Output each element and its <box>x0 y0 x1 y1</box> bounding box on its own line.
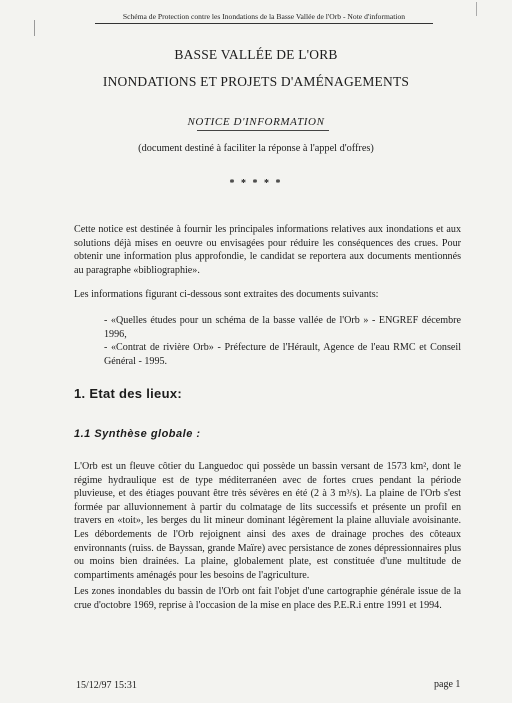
list-item: - «Contrat de rivière Orb» - Préfecture de l'Hérault, Agence de l'eau RMC et Conseil Général - 1995. <box>104 342 461 367</box>
scan-mark <box>34 20 35 36</box>
section-heading: 1. Etat des lieux: <box>74 386 182 401</box>
notice-underline <box>197 130 329 131</box>
sources-lead: Les informations figurant ci-dessous sont extraites des documents suivants: <box>74 289 379 300</box>
running-header: Schéma de Protection contre les Inondations de la Basse Vallée de l'Orb - Note d'information <box>95 12 433 24</box>
notice-label: NOTICE D'INFORMATION <box>187 116 325 128</box>
page-number: page 1 <box>434 679 461 690</box>
intro-paragraph: Cette notice est destinée à fournir les principales informations relatives aux inondations et aux solutions déjà mises en oeuvre ou envisagées pour réduire les conséquences des crues. Pour obtenir une information plus approfondie, le candidat se reportera aux documents mentionnés au paragraphe «bibliographie». <box>74 224 461 276</box>
document-title: BASSE VALLÉE DE L'ORB <box>174 47 338 62</box>
sources-list <box>104 314 461 368</box>
document-subtitle: INONDATIONS ET PROJETS D'AMÉNAGEMENTS <box>102 74 410 89</box>
list-item: - «Quelles études pour un schéma de la basse vallée de l'Orb » - ENGREF décembre 1996, <box>104 315 461 340</box>
body-paragraph: Les zones inondables du bassin de l'Orb ont fait l'objet d'une cartographie générale issue de la crue d'octobre 1969, reprise à l'occasion de la mise en place des P.E.R.i entre 1991 et 1994. <box>74 586 461 611</box>
scan-mark <box>476 2 477 16</box>
subsection-heading: 1.1 Synthèse globale : <box>74 428 201 440</box>
footer-date: 15/12/97 15:31 <box>76 680 137 691</box>
separator-stars: * * * * * <box>229 178 283 189</box>
notice-description: (document destiné à faciliter la réponse à l'appel d'offres) <box>138 143 374 154</box>
body-paragraph: L'Orb est un fleuve côtier du Languedoc qui possède un bassin versant de 1573 km², dont le régime hydraulique est de type méditerranéen avec de fortes crues pendant la période pluvieuse, et des étiages pouvant être très sévères en été (2 à 3 m³/s). La plaine de l'Orb s'est formée par alluvionnement à partir du colmatage de lits successifs et présente un profil en travers en «toit», les berges du lit mineur dominant légèrement la plaine alluviale avoisinante. Les débordements de l'Orb rejoignent ainsi des axes de drainage proches des côteaux environnants (ruiss. de Bayssan, grande Maïre) avec persistance de zones dépressionnaires plus ou moins bien drainées. La plaine, globalement plate, est constituée d'une multitude de compartiments aménagés pour les besoins de l'agriculture. <box>74 461 461 581</box>
